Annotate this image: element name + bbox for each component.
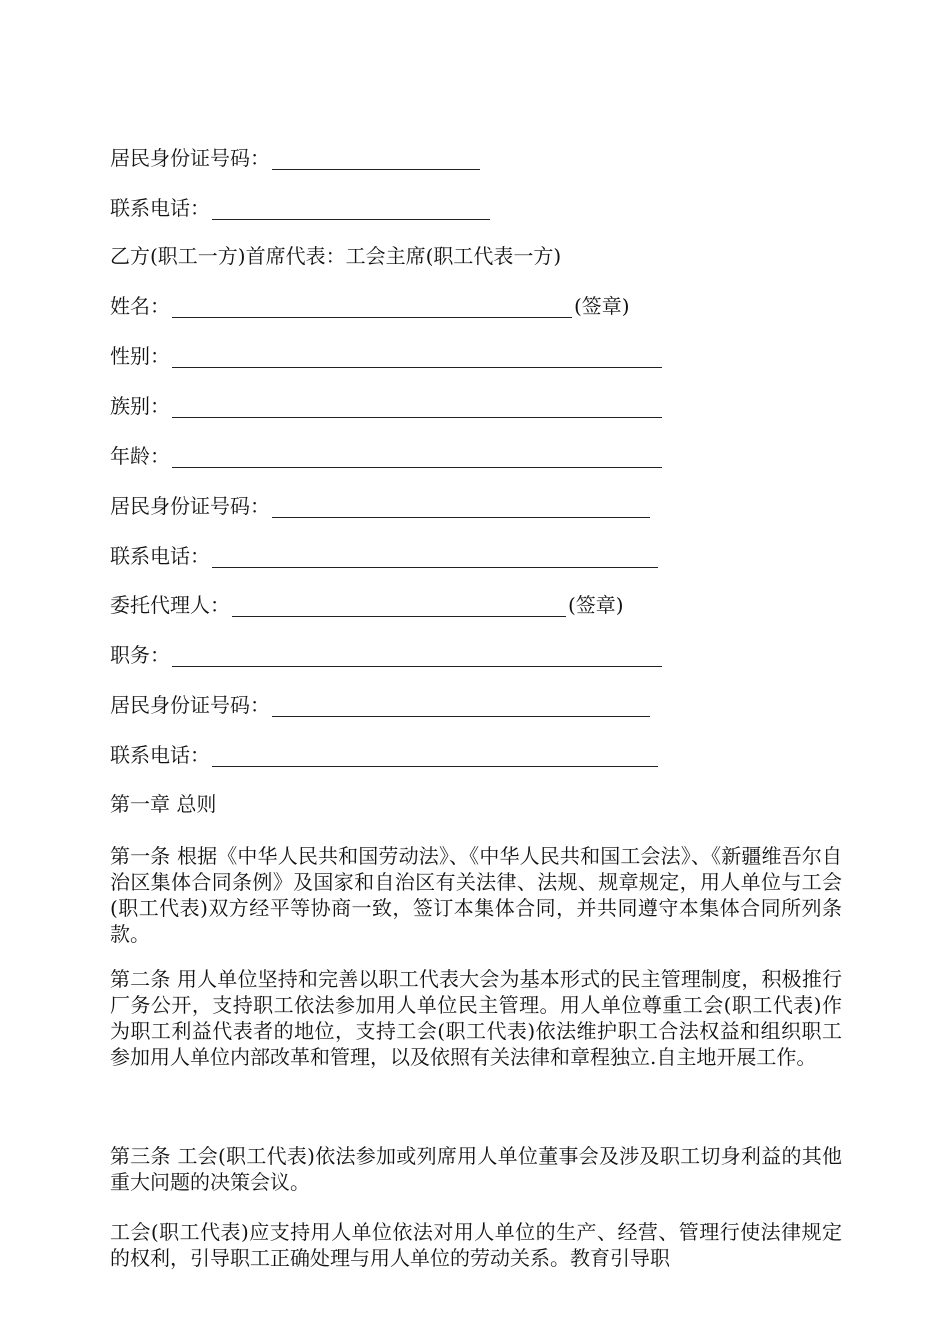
field-label: 姓名：	[110, 294, 170, 318]
fill-in-blank[interactable]	[272, 697, 650, 717]
field-id-number-a	[110, 140, 480, 170]
field-label: 联系电话：	[110, 196, 210, 220]
field-agent-phone-b	[110, 737, 658, 767]
fill-in-blank[interactable]	[172, 398, 662, 418]
field-ethnicity-b	[110, 388, 662, 418]
article-2: 第二条 用人单位坚持和完善以职工代表大会为基本形式的民主管理制度，积极推行厂务公开，支持职工依法参加用人单位民主管理。用人单位尊重工会(职工代表)作为职工利益代表者的地位，支持工会(职工代表)依法维护职工合法权益和组织职工参加用人单位内部改革和管理，以及依照有关法律和章程独立.自主地开展工作。	[110, 967, 842, 1069]
signature-seal-label: (签章)	[574, 294, 630, 318]
field-label: 族别：	[110, 394, 170, 418]
field-label: 居民身份证号码：	[110, 494, 270, 518]
field-id-number-b	[110, 488, 650, 518]
field-phone-b	[110, 538, 658, 568]
fill-in-blank[interactable]	[212, 747, 658, 767]
fill-in-blank[interactable]	[172, 647, 662, 667]
chapter-title: 第一章 总则	[110, 792, 217, 816]
field-position-b	[110, 637, 662, 667]
article-1: 第一条 根据《中华人民共和国劳动法》、《中华人民共和国工会法》、《新疆维吾尔自治区集体合同条例》及国家和自治区有关法律、法规、规章规定，用人单位与工会(职工代表)双方经平等协商一致，签订本集体合同，并共同遵守本集体合同所列条款。	[110, 844, 842, 946]
fill-in-blank[interactable]	[172, 348, 662, 368]
signature-seal-label: (签章)	[568, 593, 624, 617]
field-label: 联系电话：	[110, 743, 210, 767]
field-phone-a	[110, 190, 490, 220]
fill-in-blank[interactable]	[212, 200, 490, 220]
field-agent-b	[110, 587, 624, 617]
field-gender-b	[110, 338, 662, 368]
fill-in-blank[interactable]	[172, 298, 572, 318]
fill-in-blank[interactable]	[272, 150, 480, 170]
article-3-continued: 工会(职工代表)应支持用人单位依法对用人单位的生产、经营、管理行使法律规定的权利，引导职工正确处理与用人单位的劳动关系。教育引导职	[110, 1220, 842, 1270]
field-age-b	[110, 438, 662, 468]
field-agent-id-number-b	[110, 687, 650, 717]
field-label: 委托代理人：	[110, 593, 230, 617]
fill-in-blank[interactable]	[272, 498, 650, 518]
fill-in-blank[interactable]	[212, 548, 658, 568]
fill-in-blank[interactable]	[232, 597, 566, 617]
fill-in-blank[interactable]	[172, 448, 662, 468]
field-name-b	[110, 288, 630, 318]
article-3: 第三条 工会(职工代表)依法参加或列席用人单位董事会及涉及职工切身利益的其他重大问题的决策会议。	[110, 1144, 842, 1194]
field-label: 居民身份证号码：	[110, 146, 270, 170]
field-label: 年龄：	[110, 444, 170, 468]
field-label: 性别：	[110, 344, 170, 368]
party-b-heading: 乙方(职工一方)首席代表：工会主席(职工代表一方)	[110, 244, 562, 268]
field-label: 职务：	[110, 643, 170, 667]
field-label: 居民身份证号码：	[110, 693, 270, 717]
field-label: 联系电话：	[110, 544, 210, 568]
